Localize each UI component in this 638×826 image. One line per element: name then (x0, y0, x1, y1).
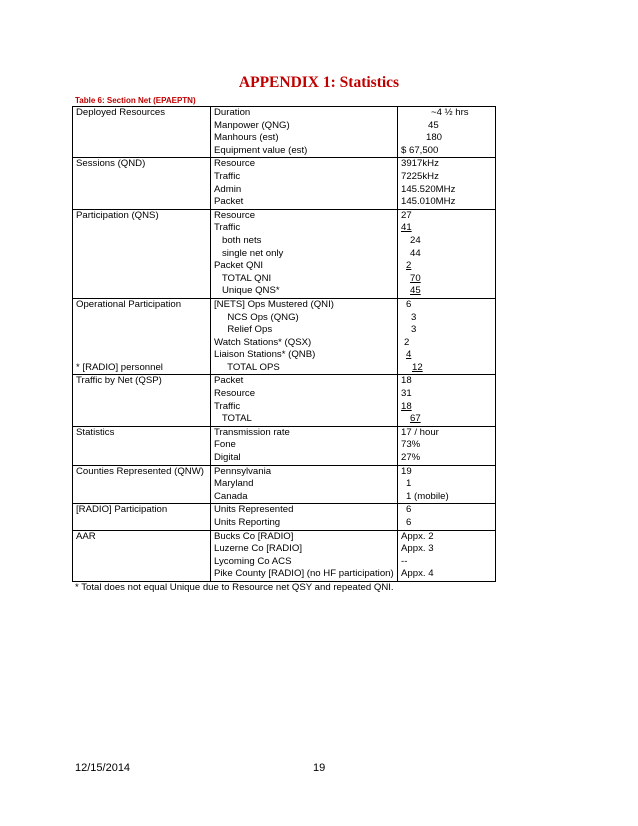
page-number: 19 (313, 762, 326, 774)
item-value: 17 / hour (401, 426, 439, 438)
row-items (211, 465, 398, 504)
row-values (398, 298, 496, 375)
item-value: 6 (406, 298, 412, 310)
item-label: Traffic (214, 222, 241, 234)
row-items (211, 107, 398, 158)
row-items (211, 504, 398, 530)
item-value: Appx. 3 (401, 543, 434, 555)
row-values (398, 465, 496, 504)
item-value: 18 (401, 375, 412, 387)
item-label: Units Represented (214, 504, 294, 516)
row-category (73, 107, 211, 158)
table-row (73, 209, 496, 298)
category-label: Statistics (76, 426, 115, 438)
row-category (73, 504, 211, 530)
item-label: Packet (214, 196, 244, 208)
item-value: 70 (410, 272, 421, 284)
item-label: Units Reporting (214, 517, 281, 528)
item-label: TOTAL QNI (214, 272, 272, 284)
item-label: TOTAL (214, 413, 252, 425)
category-label: Sessions (QND) (76, 158, 146, 170)
row-items (211, 298, 398, 375)
item-label: Traffic (214, 170, 241, 182)
item-value: 145.010MHz (401, 196, 456, 208)
item-value: Appx. 4 (401, 568, 434, 580)
item-label: Bucks Co [RADIO] (214, 530, 294, 542)
item-value: 4 (406, 349, 412, 361)
category-label: Counties Represented (QNW) (76, 465, 204, 477)
category-label: Deployed Resources (76, 107, 166, 118)
item-label: both nets (214, 234, 262, 246)
item-value: 67 (410, 413, 421, 425)
item-value: 31 (401, 388, 412, 400)
table-row (73, 375, 496, 426)
item-label: Liaison Stations* (QNB) (214, 349, 316, 361)
row-items (211, 530, 398, 581)
row-items (211, 375, 398, 426)
item-label: Pennsylvania (214, 465, 272, 477)
item-label: Packet (214, 375, 244, 387)
item-value: 3917kHz (401, 158, 439, 170)
row-values (398, 158, 496, 209)
category-label (76, 337, 210, 350)
item-value: 41 (401, 222, 412, 234)
item-label: single net only (214, 247, 284, 259)
item-value: ~4 ½ hrs (431, 107, 469, 118)
row-category (73, 426, 211, 465)
item-label: Traffic (214, 400, 241, 412)
item-value: 7225kHz (401, 170, 439, 182)
item-label: Lycoming Co ACS (214, 555, 292, 567)
item-label: Digital (214, 452, 241, 464)
table-row (73, 504, 496, 530)
row-category (73, 530, 211, 581)
row-items (211, 158, 398, 209)
item-label: Fone (214, 439, 236, 451)
item-value: 3 (411, 311, 417, 323)
category-label: * [RADIO] personnel (76, 361, 163, 373)
item-label: Canada (214, 490, 248, 502)
item-value: 73% (401, 439, 421, 451)
item-value: Appx. 2 (401, 530, 434, 542)
appendix-title: APPENDIX 1: Statistics (238, 74, 400, 91)
item-label: Unique QNS* (214, 285, 280, 297)
row-values (398, 530, 496, 581)
table-footnote: * Total does not equal Unique due to Resource net QSY and repeated QNI. (75, 582, 394, 593)
item-value: 145.520MHz (401, 183, 456, 195)
item-value: 3 (411, 324, 417, 336)
item-label: Resource (214, 158, 256, 170)
row-category (73, 465, 211, 504)
item-label: Pike County [RADIO] (no HF participation) (214, 568, 394, 580)
item-label: Equipment value (est) (214, 144, 308, 156)
item-label: TOTAL OPS (214, 361, 280, 373)
item-value: 45 (410, 285, 421, 297)
table-row (73, 530, 496, 581)
category-label: AAR (76, 530, 96, 542)
item-value: 27% (401, 452, 421, 464)
table-row (73, 465, 496, 504)
item-value: 180 (426, 132, 443, 144)
category-label: [RADIO] Participation (76, 504, 168, 516)
row-items (211, 209, 398, 298)
footer-date: 12/15/2014 (75, 762, 131, 774)
item-label: Admin (214, 183, 242, 195)
category-label (76, 312, 210, 325)
row-category (73, 209, 211, 298)
table-row (73, 426, 496, 465)
table-row (73, 107, 496, 158)
category-label (76, 324, 210, 337)
row-items (211, 426, 398, 465)
item-label: Packet QNI (214, 260, 264, 272)
item-value: 19 (401, 465, 412, 477)
category-label (76, 349, 210, 362)
item-value: 2 (404, 336, 410, 348)
row-values (398, 107, 496, 158)
item-label: Transmission rate (214, 426, 290, 438)
item-label: Watch Stations* (QSX) (214, 336, 312, 348)
item-label: Manhours (est) (214, 132, 279, 144)
item-value: 45 (428, 119, 439, 131)
item-label: Maryland (214, 478, 254, 490)
category-label: Participation (QNS) (76, 209, 159, 221)
item-value: -- (401, 555, 408, 567)
item-label: Duration (214, 107, 251, 118)
item-value: $ 67,500 (401, 144, 439, 156)
item-value: 2 (406, 260, 412, 272)
item-label: Manpower (QNG) (214, 119, 290, 131)
item-value: 27 (401, 209, 412, 221)
table-caption: Table 6: Section Net (EPAEPTN) (75, 96, 196, 105)
row-category (73, 298, 211, 375)
table-row (73, 158, 496, 209)
item-value: 18 (401, 400, 412, 412)
category-label: Operational Participation (76, 298, 182, 310)
item-value: 6 (406, 517, 412, 528)
row-values (398, 375, 496, 426)
statistics-table (72, 106, 496, 582)
row-values (398, 504, 496, 530)
row-values (398, 426, 496, 465)
row-category (73, 375, 211, 426)
row-values (398, 209, 496, 298)
row-category (73, 158, 211, 209)
item-label: Resource (214, 209, 256, 221)
category-label: Traffic by Net (QSP) (76, 375, 162, 387)
table-row (73, 298, 496, 375)
item-value: 6 (406, 504, 412, 516)
item-label: [NETS] Ops Mustered (QNI) (214, 298, 334, 310)
item-value: 44 (410, 247, 421, 259)
item-label: Resource (214, 388, 256, 400)
item-value: 1 (406, 478, 412, 490)
item-label: Relief Ops (214, 324, 273, 336)
item-value: 1 (mobile) (406, 490, 449, 502)
item-value: 12 (412, 361, 423, 373)
item-label: NCS Ops (QNG) (214, 311, 299, 323)
item-label: Luzerne Co [RADIO] (214, 543, 302, 555)
item-value: 24 (410, 234, 421, 246)
